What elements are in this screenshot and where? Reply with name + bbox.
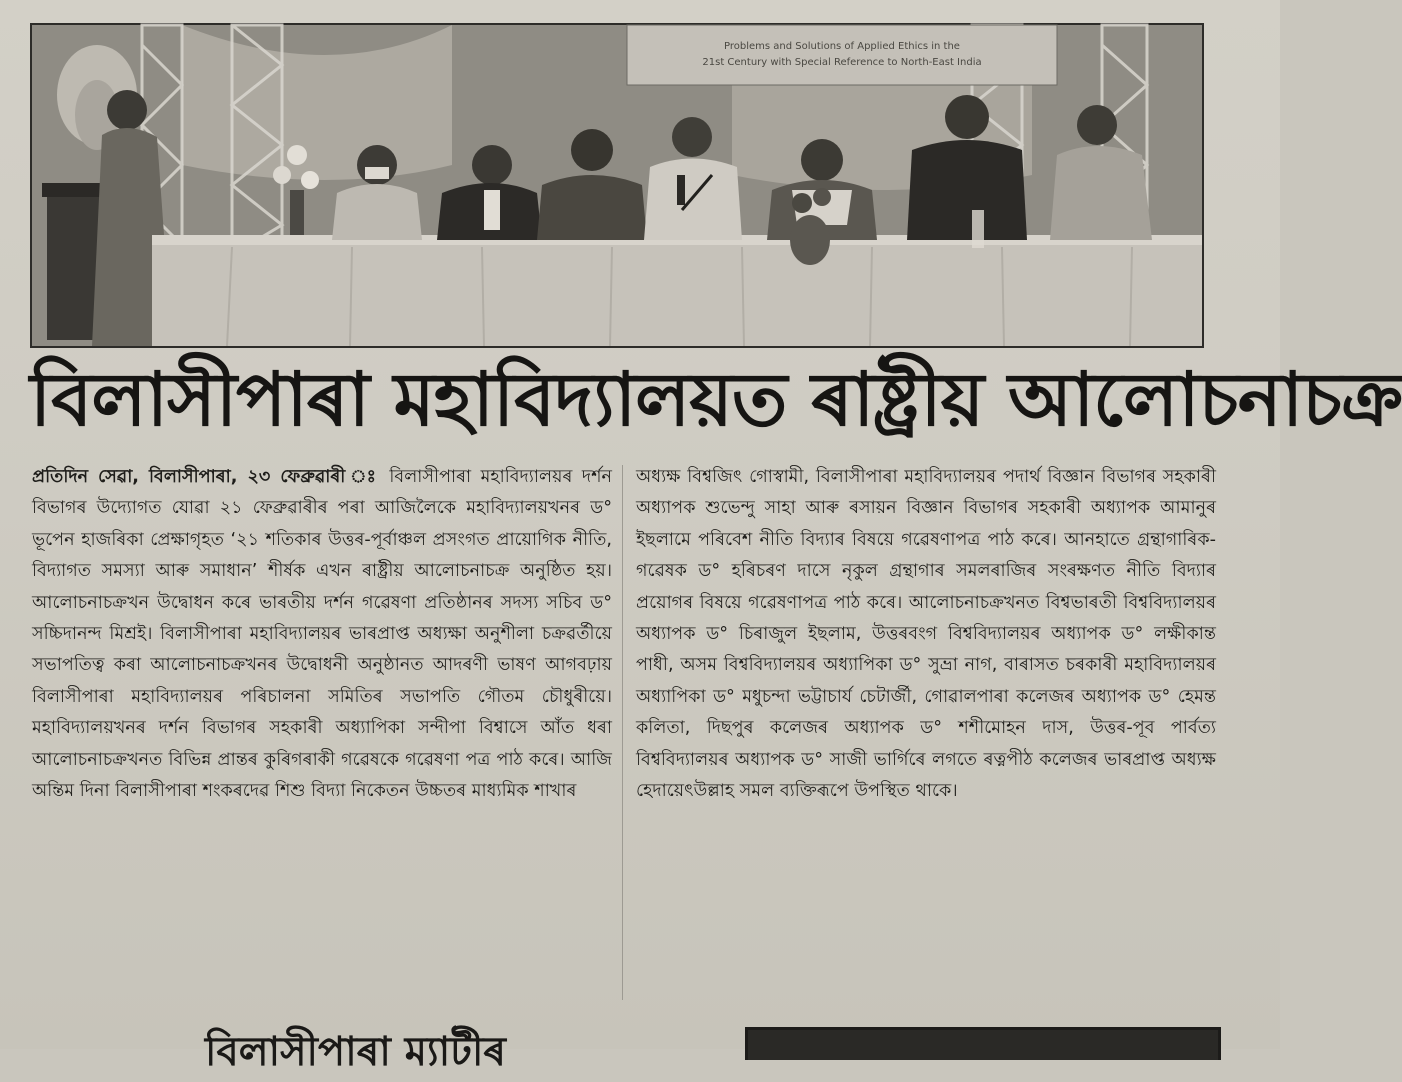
event-photo xyxy=(30,23,1204,348)
article-headline: বিলাসীপাৰা মহাবিদ্যালয়ত ৰাষ্ট্ৰীয় আলোচনাচক্ৰ xyxy=(30,357,1402,443)
dais-table xyxy=(152,240,1202,346)
water-bottle xyxy=(972,210,984,248)
speaker-head xyxy=(107,90,147,130)
banner-line-1: Problems and Solutions of Applied Ethics in the xyxy=(724,41,960,52)
banner-line-2: 21st Century with Special Reference to North-East India xyxy=(702,57,982,68)
next-article-box-cropped xyxy=(745,1027,1221,1060)
flower-vase-center xyxy=(790,188,831,265)
column-divider xyxy=(622,465,623,1000)
right-column-body: অধ্যক্ষ বিশ্বজিৎ গোস্বামী, বিলাসীপাৰা মহাবিদ্যালয়ৰ পদাৰ্থ বিজ্ঞান বিভাগৰ সহকাৰী অধ্যাপক শুভেন্দু সাহা আৰু ৰসায়ন বিজ্ঞান বিভাগৰ সহকাৰী অধ্যাপক আমানুৰ ইছলামে পৰিবেশ নীতি বিদ্যাৰ বিষয়ে গৱেষণাপত্ৰ পাঠ কৰে। আনহাতে গ্ৰন্থাগাৰিক-গৱেষক ড° হৰিচৰণ দাসে নৃকুল গ্ৰন্থাগাৰ সমলৰাজিৰ সংৰক্ষণত নীতি বিদ্যাৰ প্ৰয়োগৰ বিষয়ে গৱেষণাপত্ৰ পাঠ কৰে। আলোচনাচক্ৰখনত বিশ্বভাৰতী বিশ্ববিদ্যালয়ৰ অধ্যাপক ড° চিৰাজুল ইছলাম, উত্তৰবংগ বিশ্ববিদ্যালয়ৰ অধ্যাপক ড° লক্ষীকান্ত পাধী, অসম বিশ্ববিদ্যালয়ৰ অধ্যাপিকা ড° সুভ্ৰা নাগ, বাৰাসত চৰকাৰী মহাবিদ্যালয়ৰ অধ্যাপিকা ড° মধুচন্দা ভট্টাচাৰ্য চেটাৰ্জী, গোৱালপাৰা কলেজৰ অধ্যাপক ড° হেমন্ত কলিতা, দিছপুৰ কলেজৰ অধ্যাপক ড° শশীমোহন দাস, উত্তৰ-পূব পাৰ্বত্য বিশ্ববিদ্যালয়ৰ অধ্যাপক ড° সাজী ভাৰ্গিৰে লগতে ৰত্নপীঠ কলেজৰ ভাৰপ্ৰাপ্ত অধ্যক্ষ হেদায়েৎউল্লাহ সমল ব্যক্তিৰূপে উপস্থিত থাকে। xyxy=(636,467,1216,802)
cropped-previous-text xyxy=(0,0,1280,18)
left-column-body: বিলাসীপাৰা মহাবিদ্যালয়ৰ দৰ্শন বিভাগৰ উদ্যোগত যোৱা ২১ ফেব্ৰুৱাৰীৰ পৰা আজিলৈকে মহাবিদ্যালয়খনৰ ড° ভূপেন হাজৰিকা প্ৰেক্ষাগৃহত ‘২১ শতিকাৰ উত্তৰ-পূৰ্বাঞ্চল প্ৰসংগত প্ৰায়োগিক নীতি, বিদ্যাগত সমস্যা আৰু সমাধান’ শীৰ্ষক এখন ৰাষ্ট্ৰীয় আলোচনাচক্ৰ অনুষ্ঠিত হয়। আলোচনাচক্ৰখন উদ্বোধন কৰে ভাৰতীয় দৰ্শন গৱেষণা প্ৰতিষ্ঠানৰ সদস্য সচিব ড° সচ্চিদানন্দ মিশ্ৰই। বিলাসীপাৰা মহাবিদ্যালয়ৰ ভাৰপ্ৰাপ্ত অধ্যক্ষা অনুশীলা চক্ৰৱৰ্তীয়ে সভাপতিত্ব কৰা আলোচনাচক্ৰখনৰ উদ্বোধনী অনুষ্ঠানত আদৰণী ভাষণ আগবঢ়ায় বিলাসীপাৰা মহাবিদ্যালয়ৰ পৰিচালনা সমিতিৰ সভাপতি গৌতম চৌধুৰীয়ে। মহাবিদ্যালয়খনৰ দৰ্শন বিভাগৰ সহকাৰী অধ্যাপিকা সন্দীপা বিশ্বাসে আঁত ধৰা আলোচনাচক্ৰখনত বিভিন্ন প্ৰান্তৰ কুৰিগৰাকী গৱেষকে গৱেষণা পত্ৰ পাঠ কৰে। আজি অন্তিম দিনা বিলাসীপাৰা শংকৰদেৱ শিশু বিদ্যা নিকেতন উচ্চতৰ মাধ্যমিক শাখাৰ xyxy=(32,467,612,802)
next-article-heading-cropped: বিলাসীপাৰা ম্যাটীৰ xyxy=(205,1029,506,1075)
article-column-left xyxy=(32,462,612,807)
article-dateline: প্ৰতিদিন সেৱা, বিলাসীপাৰা, ২৩ ফেব্ৰুৱাৰী ঃ xyxy=(32,467,380,487)
seminar-photo-illustration xyxy=(32,25,1202,346)
stage-banner xyxy=(627,25,1057,85)
article-column-right xyxy=(636,462,1216,807)
left-column-paragraph xyxy=(32,462,612,807)
